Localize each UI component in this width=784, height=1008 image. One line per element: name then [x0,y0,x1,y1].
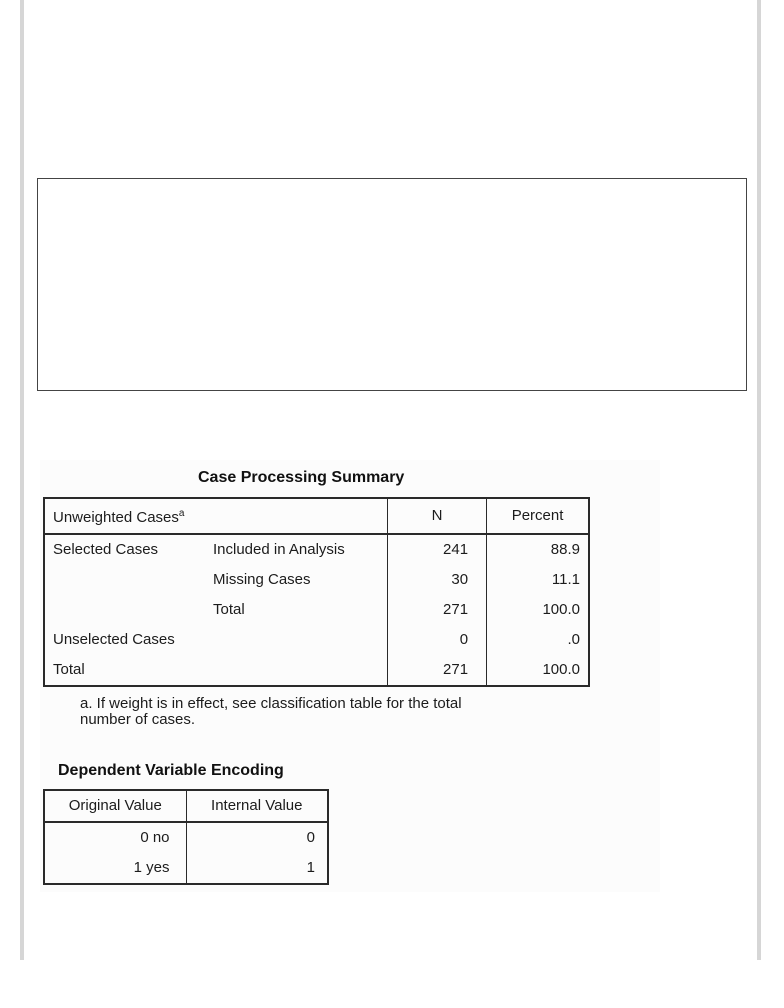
table-row [44,625,589,655]
row-label: Missing Cases [213,571,311,588]
footnote-line: number of cases. [80,711,196,728]
cell-original-value: 0 no [44,822,186,853]
empty-content-box [37,178,747,391]
header-n: N [387,498,486,534]
header-unweighted-cases: Unweighted Cases$^a$ [44,498,387,534]
cell-internal-value: 1 [306,859,315,876]
cell-n: 241 [387,534,486,565]
row-group-label: Selected Cases [53,541,159,558]
row-group-label: Total [53,661,85,678]
header-percent: Percent [511,507,564,524]
table-footnote [80,696,462,728]
cell-percent: .0 [567,631,580,648]
right-page-rule [757,0,761,960]
row-label: Total [213,601,245,618]
row-label: Included in Analysis [213,541,345,558]
dv-encoding-table [43,789,329,885]
cell-percent: 11.1 [551,571,580,588]
cell-original-value: 1 yes [44,853,186,884]
table-row [44,565,589,595]
table-row [44,655,589,686]
footnote-line: a. If weight is in effect, see classification table for the total [80,695,462,712]
row-group-label: Unselected Cases [53,631,175,648]
cell-percent: 100.0 [542,601,580,618]
cell-n: 30 [387,565,486,595]
cell-internal-value: 0 [306,829,315,846]
header-internal-value: Internal Value [211,797,303,814]
table-header-row [44,790,328,822]
left-page-rule [20,0,24,960]
table-row [44,595,589,625]
cell-percent: 88.9 [550,541,580,558]
case-processing-table [43,497,590,687]
case-processing-title: Case Processing Summary [198,469,405,486]
cell-n: 0 [387,625,486,655]
header-original-value: Original Value [44,790,186,822]
cell-percent: 100.0 [542,661,580,678]
table-row [44,822,328,853]
table-row [44,534,589,565]
table-row [44,853,328,884]
table-header-row [44,498,589,534]
dv-encoding-title: Dependent Variable Encoding [58,762,284,779]
cell-n: 271 [387,655,486,686]
cell-n: 271 [387,595,486,625]
